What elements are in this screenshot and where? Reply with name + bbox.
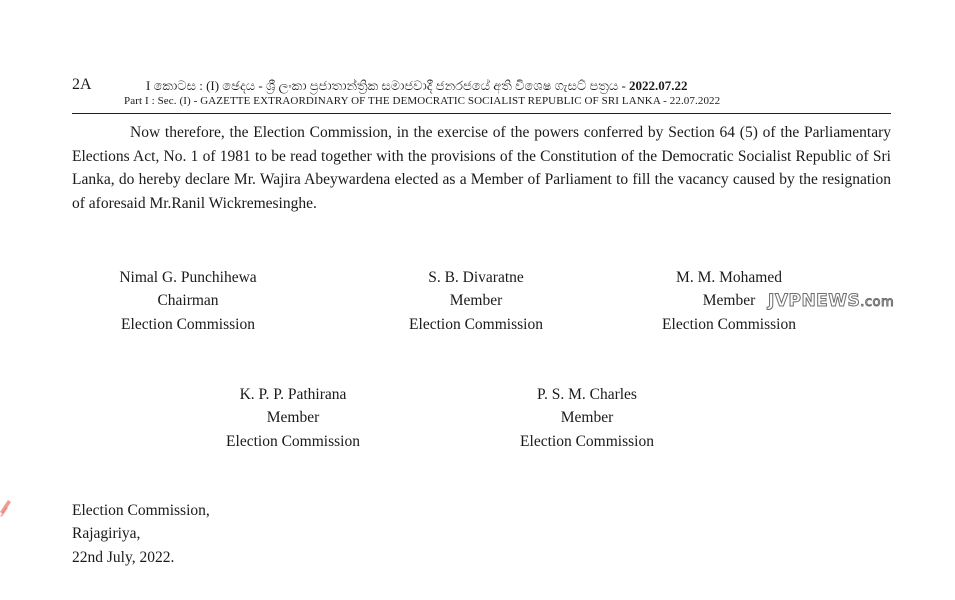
gazette-english-header: Part I : Sec. (I) - GAZETTE EXTRAORDINARY OF THE DEMOCRATIC SOCIALIST REPUBLIC OF SRI LANKA - 22.07.2022: [124, 95, 721, 107]
footer-office: Election Commission,: [72, 502, 210, 519]
declaration-paragraph: Now therefore, the Election Commission, in the exercise of the powers conferred by Section 64 (5) of the Parliamentary Elections Act, No. 1 of 1981 to be read together with the provisions of the Constitution of the Democratic Socialist Republic of Sri Lanka, do hereby declare Mr. Wajira Abeywardena elected as a Member of Parliament to fill the vacancy caused by the resignation of aforesaid Mr.Ranil Wickremesinghe.: [72, 124, 891, 212]
page-number: 2A: [72, 76, 92, 93]
issuing-office: [72, 499, 210, 569]
signatory-role: Chairman: [157, 292, 219, 310]
sinhala-header-text: I කොටස : (I) ඡෙදය - ශ්‍රී ලංකා ප්‍රජාතාන්ත්‍රික සමාජවාදී ජනරජයේ අති විශෙෂ ගැසට් පත්‍රය -: [146, 78, 626, 93]
signatory-body: Election Commission: [662, 315, 796, 333]
watermark-text: JVPNEWS: [768, 291, 861, 311]
signatory-block: [467, 383, 707, 453]
signatory-block: [173, 383, 413, 453]
signatory-name: Nimal G. Punchihewa: [119, 269, 257, 286]
header-divider: [72, 113, 891, 114]
watermark-suffix: .com: [860, 295, 895, 310]
signatory-name: S. B. Divaratne: [428, 269, 524, 286]
signatory-block: [356, 266, 596, 336]
signatory-role: Member: [702, 292, 756, 310]
signatory-role: Member: [560, 409, 614, 427]
signatory-body: Election Commission: [409, 315, 543, 333]
signatory-body: Election Commission: [226, 432, 360, 450]
signatory-role: Member: [449, 292, 503, 310]
sinhala-header-date: 2022.07.22: [629, 78, 688, 93]
gazette-sinhala-header: [146, 78, 846, 94]
signatory-role: Member: [266, 409, 320, 427]
signatory-body: Election Commission: [121, 315, 255, 333]
signatory-name: M. M. Mohamed: [676, 269, 782, 286]
signatory-name: K. P. P. Pathirana: [239, 386, 347, 403]
footer-location: Rajagiriya,: [72, 525, 141, 543]
watermark: [768, 291, 894, 311]
stamp-fragment-icon: [0, 498, 12, 518]
signatory-body: Election Commission: [520, 432, 654, 450]
signatory-name: P. S. M. Charles: [537, 386, 637, 403]
signatory-block: [68, 266, 308, 336]
footer-date: 22nd July, 2022.: [72, 548, 175, 566]
